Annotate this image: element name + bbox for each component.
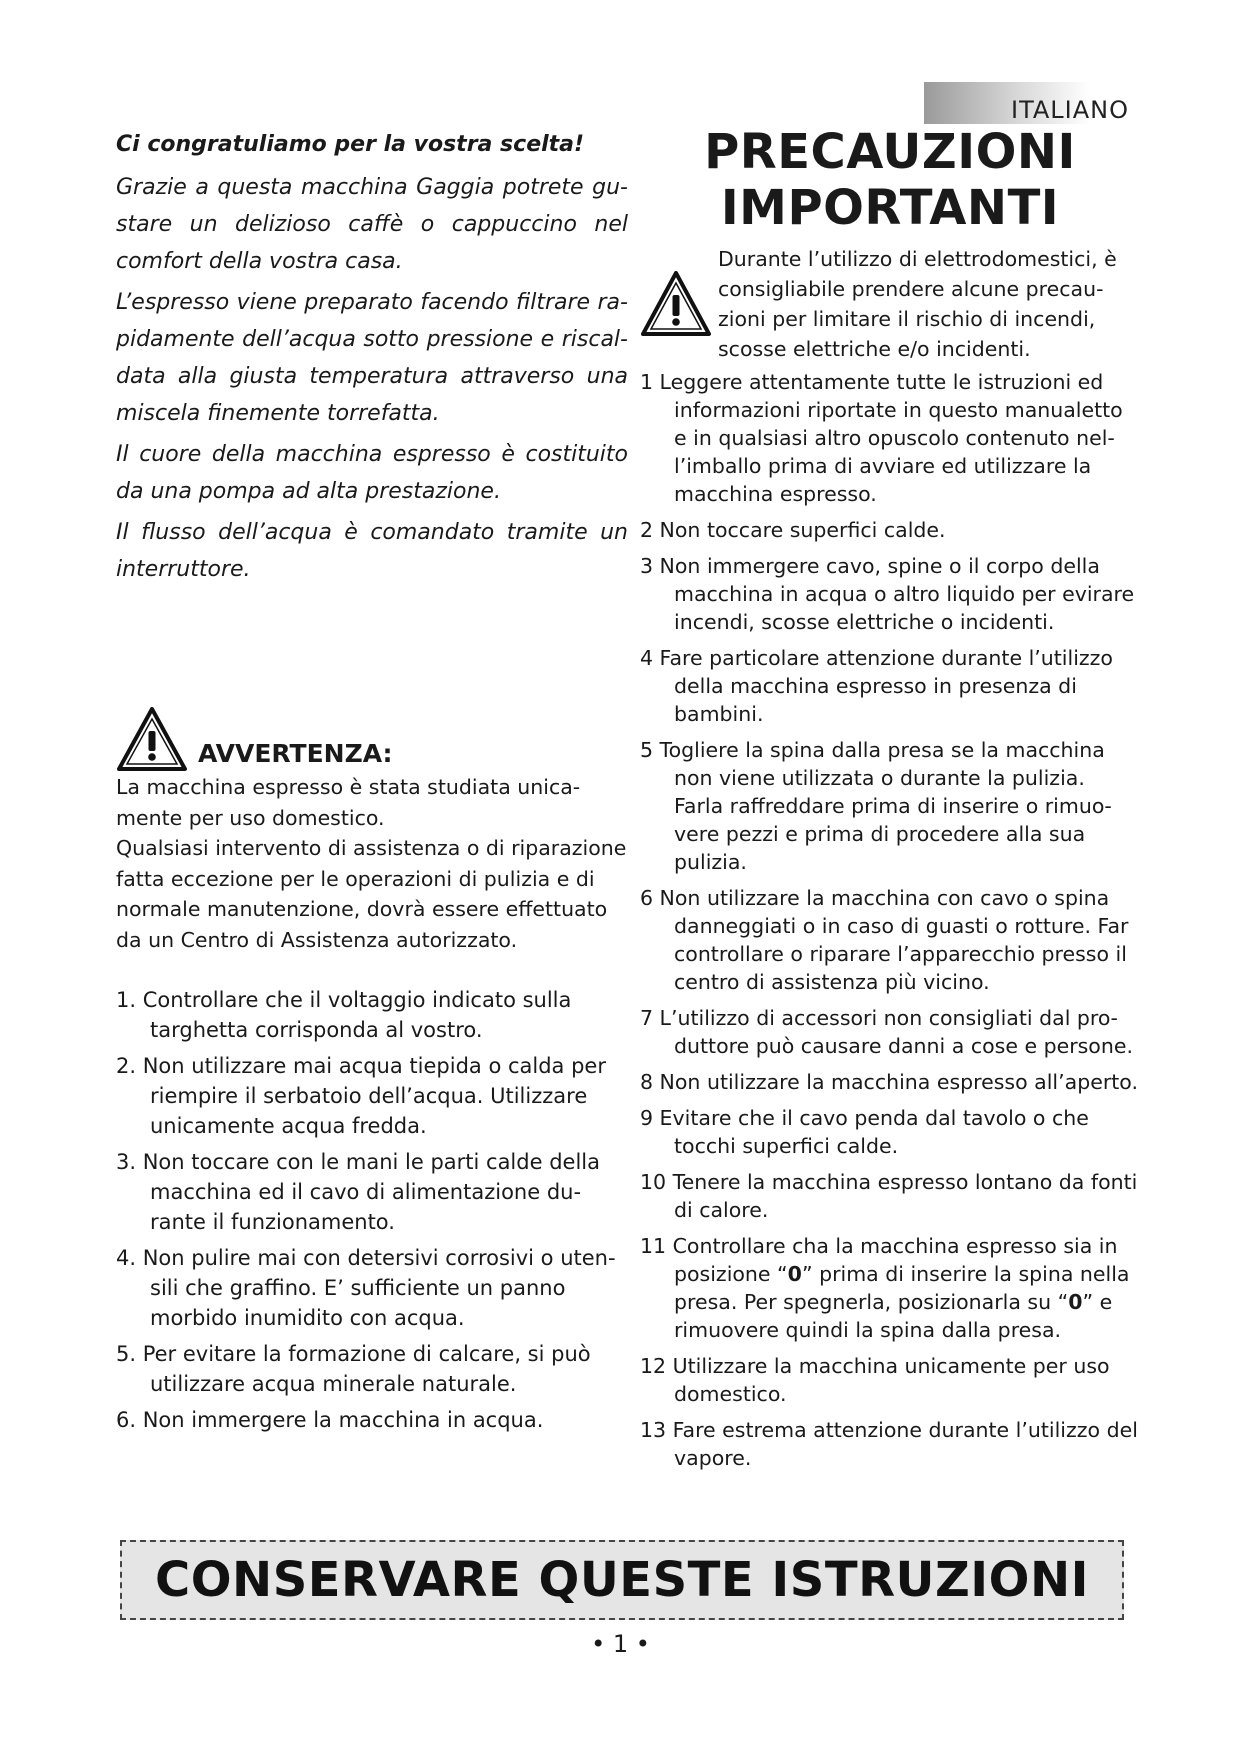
list-item: 2. Non utilizzare mai acqua tiepida o calda per riempire il serbatoio dell’acqua. Utilizzare unicamente acqua fredda. [116,1054,606,1138]
warning-body [116,772,628,955]
warning-title: AVVERTENZA: [198,739,393,768]
list-item: 2 Non toccare superfici calde. [640,518,946,542]
item-text: ” e rimuovere quindi la spina dalla presa. [674,1290,1113,1342]
list-item: 4 Fare particolare attenzione durante l’utilizzo della macchina espresso in presenza di bambini. [640,646,1113,726]
intro-paragraph: Il flusso dell’acqua è comandato tramite un interruttore. [116,520,628,582]
list-item: 5 Togliere la spina dalla presa se la macchina non viene utilizzata o durante la pulizia. Farla raffreddare prima di inserire o rimuovere pezzi e prima di procedere alla sua pulizia. [640,738,1112,874]
list-item: 6. Non immergere la macchina in acqua. [116,1408,544,1432]
list-item: 1 Leggere attentamente tutte le istruzioni ed informazioni riportate in questo manualetto e in qualsiasi altro opuscolo contenuto nell’imballo prima di avviare ed utilizzare la macchina espresso. [640,370,1123,506]
list-item: 1. Controllare che il voltaggio indicato sulla targhetta corrisponda al vostro. [116,988,572,1042]
congrats-title: Ci congratuliamo per la vostra scelta! [116,132,585,157]
precautions-list [640,368,1140,1472]
list-item [640,1232,1140,1344]
warning-paragraph: Qualsiasi intervento di assistenza o di riparazione fatta eccezione per le operazioni di pulizia e di normale manutenzione, dovrà essere effettuato da un Centro di Assistenza autorizzato. [116,836,627,952]
list-item: 8 Non utilizzare la macchina espresso all’aperto. [640,1070,1138,1094]
title-line: IMPORTANTI [720,180,1060,236]
intro-text [116,169,628,588]
keep-instructions-text: CONSERVARE QUESTE ISTRUZIONI [154,1552,1089,1608]
intro-paragraph: Il cuore della macchina espresso è costituito da una pompa ad alta prestazione. [116,442,628,504]
precautions-intro-text: Durante l’utilizzo di elettrodomestici, è consigliabile prendere alcune precauzioni per limitare il rischio di incendi, scosse elettriche e/o incidenti. [718,247,1117,361]
intro-paragraph: L’espresso viene preparato facendo filtrare rapidamente dell’acqua sotto pressione e riscaldata alla giusta temperatura attraverso una miscela finemente torrefatta. [116,290,628,426]
page-number: • 1 • [591,1630,650,1658]
warning-triangle-icon [116,706,188,772]
steps-list [116,985,628,1435]
list-item: 5. Per evitare la formazione di calcare, si può utilizzare acqua minerale naturale. [116,1342,591,1396]
list-item: 3 Non immergere cavo, spine o il corpo della macchina in acqua o altro liquido per evirare incendi, scosse elettriche o incidenti. [640,554,1135,634]
warning-paragraph: La macchina espresso è stata studiata unicamente per uso domestico. [116,775,581,830]
position-zero: 0 [787,1262,802,1286]
list-item: 12 Utilizzare la macchina unicamente per uso domestico. [640,1354,1110,1406]
warning-triangle-icon [640,270,712,338]
title-line: PRECAUZIONI [704,124,1076,180]
position-zero: 0 [1068,1290,1083,1314]
list-item: 13 Fare estrema attenzione durante l’utilizzo del vapore. [640,1418,1138,1470]
list-item: 10 Tenere la macchina espresso lontano da fonti di calore. [640,1170,1138,1222]
list-item: 3. Non toccare con le mani le parti calde della macchina ed il cavo di alimentazione durante il funzionamento. [116,1150,600,1234]
right-column [640,124,1140,1480]
list-item: 7 L’utilizzo di accessori non consigliati dal produttore può causare danni a cose e persone. [640,1006,1133,1058]
warning-header [116,706,628,772]
item-text: 11 Controllare cha la macchina espresso sia in posizione “ [640,1234,1118,1286]
list-item: 4. Non pulire mai con detersivi corrosivi o utensili che graffino. E’ sufficiente un panno morbido inumidito con acqua. [116,1246,616,1330]
item-text: ” prima di inserire la spina nella presa. Per spegnerla, posizionarla su “ [674,1262,1130,1314]
precautions-intro [640,244,1140,364]
list-item: 6 Non utilizzare la macchina con cavo o spina danneggiati o in caso di guasti o rotture. Far controllare o riparare l’apparecchio presso il centro di assistenza più vicino. [640,886,1129,994]
language-label: ITALIANO [1010,96,1129,124]
page-title [640,124,1140,236]
keep-instructions-banner [120,1540,1124,1620]
left-column [116,128,628,1441]
intro-paragraph: Grazie a questa macchina Gaggia potrete gustare un delizioso caffè o cappuccino nel comfort della vostra casa. [116,175,628,274]
list-item: 9 Evitare che il cavo penda dal tavolo o che tocchi superfici calde. [640,1106,1089,1158]
